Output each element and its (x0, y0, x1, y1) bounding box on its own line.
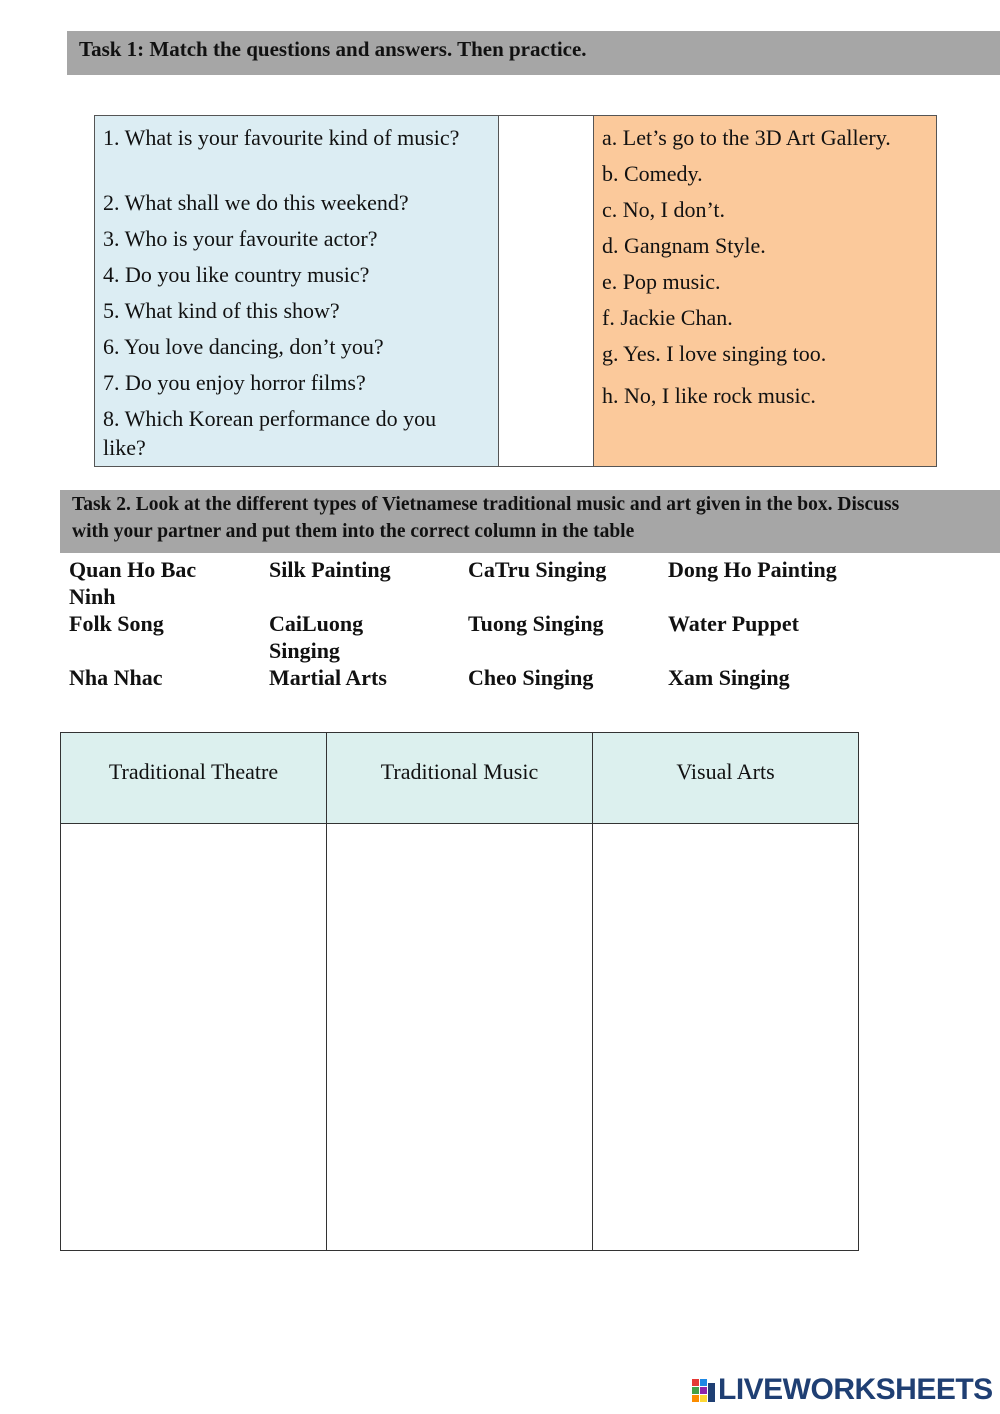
drop-zone-visual-arts[interactable] (592, 823, 859, 1251)
answer-a: a. Let’s go to the 3D Art Gallery. (602, 125, 891, 150)
word-item: Xam Singing (668, 665, 790, 690)
word-item: Martial Arts (269, 665, 387, 690)
drop-zone-traditional-theatre[interactable] (60, 823, 327, 1251)
task2-heading-line1: Task 2. Look at the different types of Vietnamese traditional music and art given in the box. Discuss (72, 494, 900, 515)
column-header-label: Visual Arts (676, 759, 775, 784)
liveworksheets-logo-icon (692, 1377, 716, 1405)
question-5: 5. What kind of this show? (103, 298, 340, 323)
question-8: 8. Which Korean performance do you like? (103, 406, 437, 460)
task2-heading-bar (60, 490, 1000, 553)
question-6: 6. You love dancing, don’t you? (103, 334, 384, 359)
answer-g: g. Yes. I love singing too. (602, 341, 827, 366)
question-2: 2. What shall we do this weekend? (103, 190, 409, 215)
answer-e: e. Pop music. (602, 269, 721, 294)
word-item: Folk Song (69, 611, 164, 636)
drop-zone-traditional-music[interactable] (326, 823, 593, 1251)
answer-d: d. Gangnam Style. (602, 233, 766, 258)
column-header-label: Traditional Theatre (108, 759, 279, 784)
word-item: Dong Ho Painting (668, 557, 837, 582)
question-1: 1. What is your favourite kind of music? (103, 125, 460, 150)
question-4: 4. Do you like country music? (103, 262, 370, 287)
task2-heading-line2: with your partner and put them into the correct column in the table (72, 521, 635, 542)
classification-table (60, 732, 859, 1251)
answer-f: f. Jackie Chan. (602, 305, 733, 330)
word-item: CaTru Singing (468, 557, 607, 582)
word-item: Quan Ho Bac Ninh (69, 557, 197, 609)
task1-heading: Task 1: Match the questions and answers. Then practice. (79, 37, 587, 61)
column-header-visual-arts (592, 732, 859, 824)
word-item: Water Puppet (668, 611, 799, 636)
task1-heading-bar (67, 31, 1000, 75)
answer-b: b. Comedy. (602, 161, 703, 186)
column-header-traditional-music (326, 732, 593, 824)
matching-table (94, 115, 937, 469)
column-header-label: Traditional Music (380, 759, 539, 784)
questions-column (94, 115, 499, 467)
answer-input-column[interactable] (498, 115, 594, 467)
answer-h: h. No, I like rock music. (602, 383, 816, 408)
word-item: CaiLuong Singing (269, 611, 364, 663)
answers-column (593, 115, 937, 467)
word-item: Tuong Singing (468, 611, 604, 636)
word-item: Silk Painting (269, 557, 391, 582)
question-7: 7. Do you enjoy horror films? (103, 370, 366, 395)
question-3: 3. Who is your favourite actor? (103, 226, 378, 251)
logo-text: LIVEWORKSHEETS (718, 1373, 993, 1406)
word-item: Nha Nhac (69, 665, 163, 690)
word-item: Cheo Singing (468, 665, 594, 690)
answer-c: c. No, I don’t. (602, 197, 726, 222)
column-header-traditional-theatre (60, 732, 327, 824)
